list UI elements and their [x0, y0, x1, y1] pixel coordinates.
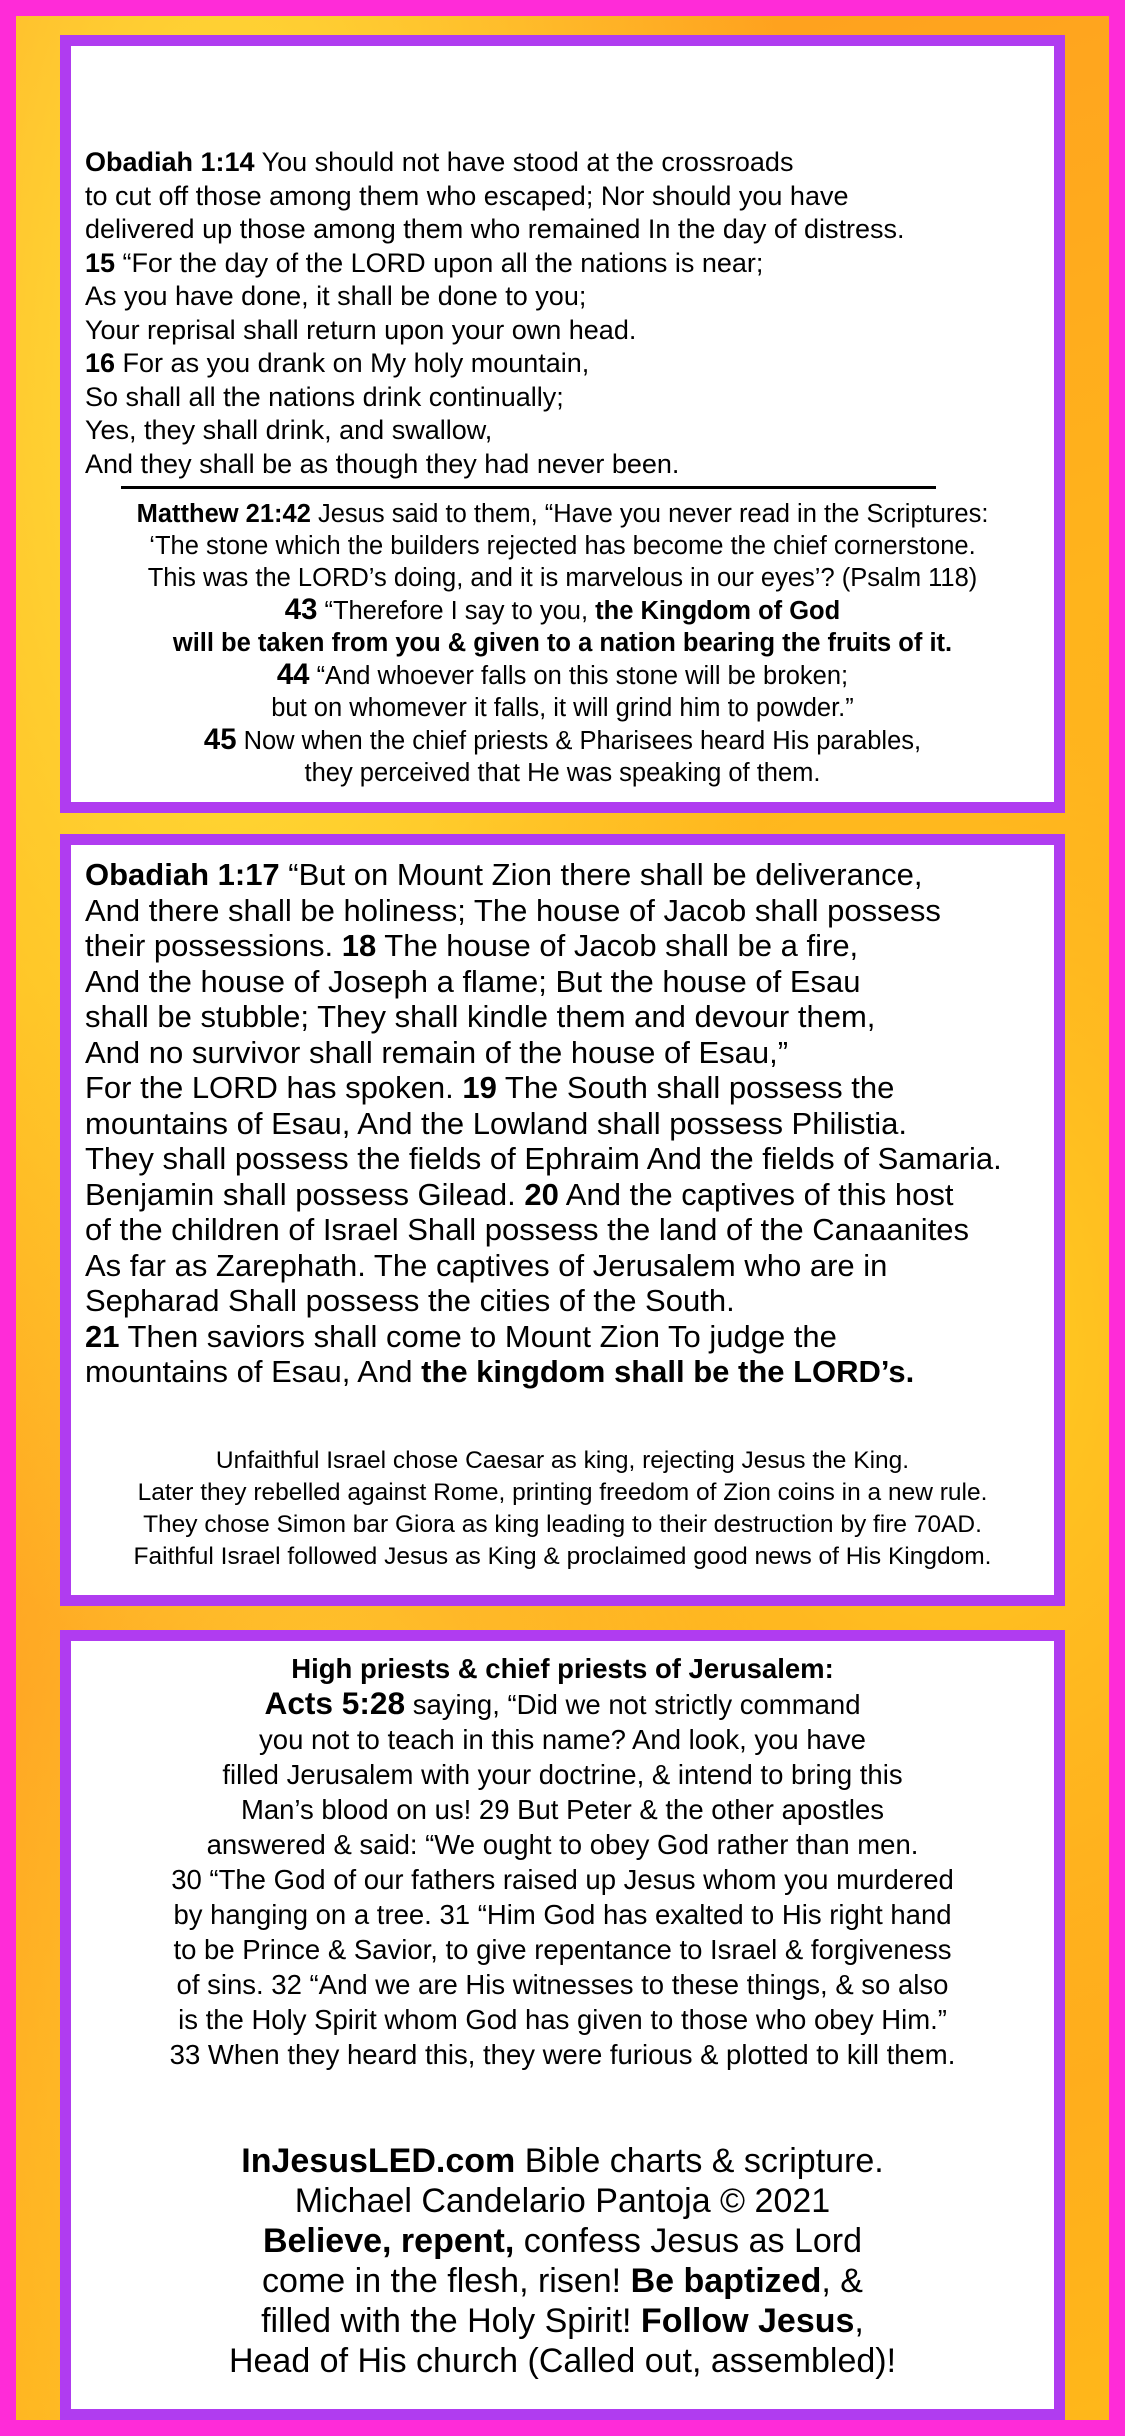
verse-text: Now when the chief priests & Pharisees heard His parables,	[236, 727, 922, 755]
panel-acts-footer	[60, 1630, 1065, 2420]
verse-text: delivered up those among them who remained In the day of distress.	[85, 214, 905, 244]
verse-text: And the house of Joseph a flame; But the house of Esau	[85, 963, 861, 999]
verse-text: Then saviors shall come to Mount Zion To judge the	[119, 1318, 837, 1354]
verse-text: Sepharad Shall possess the cities of the South.	[85, 1283, 735, 1318]
verse-number: 44	[276, 658, 310, 691]
panel-obadiah-matthew	[60, 35, 1065, 813]
verse-number: 16	[85, 348, 116, 378]
verse-text: is the Holy Spirit whom God has given to those who obey Him.”	[178, 2004, 947, 2035]
verse-number: 21	[85, 1318, 120, 1354]
footer-text: Head of His church (Called out, assembled)!	[228, 2342, 897, 2380]
verse-text: And there shall be holiness; The house of Jacob shall possess	[85, 892, 941, 928]
verse-text: “For the day of the LORD upon all the nations is near;	[115, 247, 764, 278]
verse-ref: Obadiah 1:14	[85, 147, 255, 177]
verse-text: 30 “The God of our fathers raised up Jesus whom you murdered	[171, 1864, 954, 1895]
verse-text: to be Prince & Savior, to give repentance to Israel & forgiveness	[173, 1934, 952, 1965]
tagline: Bible charts & scripture.	[515, 2142, 884, 2180]
verse-number: 43	[284, 593, 318, 626]
verse-text: saying, “Did we not strictly command	[405, 1689, 861, 1720]
verse-ref: Matthew 21:42	[136, 500, 311, 528]
verse-number: 15	[85, 247, 116, 278]
verse-text: you not to teach in this name? And look, you have	[259, 1724, 866, 1755]
verse-text: Yes, they shall drink, and swallow,	[85, 415, 493, 445]
verse-text: by hanging on a tree. 31 “Him God has exalted to His right hand	[173, 1899, 952, 1930]
footer-text: ,	[854, 2302, 864, 2340]
footer-text: filled with the Holy Spirit!	[261, 2302, 641, 2340]
verse-text: As far as Zarephath. The captives of Jerusalem who are in	[85, 1247, 888, 1283]
panel-obadiah-17-21	[60, 834, 1065, 1606]
verse-text: And no survivor shall remain of the house of Esau,”	[85, 1034, 789, 1070]
verse-text: And the captives of this host	[558, 1176, 954, 1212]
verse-text: “And whoever falls on this stone will be broken;	[309, 662, 849, 690]
verse-text: but on whomever it falls, it will grind him to powder.”	[271, 694, 854, 722]
footer-text: come in the flesh, risen!	[262, 2262, 631, 2300]
verse-text: They shall possess the fields of Ephraim And the fields of Samaria.	[85, 1141, 1002, 1176]
commentary-line: Faithful Israel followed Jesus as King & proclaimed good news of His Kingdom.	[133, 1543, 992, 1570]
copyright: Michael Candelario Pantoja © 2021	[294, 2182, 831, 2220]
verse-text-emphasis: will be taken from you & given to a nation bearing the fruits of it.	[172, 629, 953, 657]
divider-line	[121, 486, 936, 489]
footer-text: confess Jesus as Lord	[514, 2222, 863, 2260]
verse-number: 45	[203, 723, 237, 756]
verse-text: Your reprisal shall return upon your own head.	[85, 314, 637, 345]
verse-text: As you have done, it shall be done to you;	[85, 281, 587, 311]
section-heading: High priests & chief priests of Jerusalem:	[291, 1653, 834, 1684]
verse-number: 19	[462, 1070, 497, 1105]
verse-number: 20	[524, 1176, 559, 1212]
verse-text: 33 When they heard this, they were furious & plotted to kill them.	[169, 2039, 956, 2070]
verse-text: And they shall be as though they had never been.	[85, 448, 680, 479]
verse-text: The house of Jacob shall be a fire,	[376, 928, 859, 963]
verse-number: 18	[341, 928, 377, 963]
commentary-block	[71, 1445, 1054, 1573]
verse-text: “Therefore I say to you,	[317, 597, 596, 625]
footer-text: , &	[821, 2262, 863, 2300]
obadiah-14-16-passage	[85, 146, 904, 481]
verse-ref: Obadiah 1:17	[85, 857, 280, 892]
site-name: InJesusLED.com	[241, 2142, 516, 2180]
verse-text: For as you drank on My holy mountain,	[115, 348, 590, 378]
obadiah-17-21-passage	[85, 857, 1002, 1390]
verse-text: to cut off those among them who escaped; Nor should you have	[85, 180, 849, 211]
verse-text: Benjamin shall possess Gilead.	[85, 1176, 525, 1212]
footer-emphasis: Be baptized	[630, 2262, 822, 2300]
verse-text: their possessions.	[85, 928, 342, 963]
verse-text-emphasis: the kingdom shall be the LORD’s.	[421, 1354, 915, 1389]
verse-text: filled Jerusalem with your doctrine, & intend to bring this	[222, 1759, 903, 1790]
verse-text: The South shall possess the	[496, 1070, 895, 1105]
footer-block	[71, 2141, 1054, 2381]
commentary-line: Later they rebelled against Rome, printing freedom of Zion coins in a new rule.	[137, 1479, 988, 1506]
verse-text: of the children of Israel Shall possess the land of the Canaanites	[85, 1212, 970, 1247]
verse-text: of sins. 32 “And we are His witnesses to these things, & so also	[176, 1969, 949, 2000]
verse-text: mountains of Esau, And	[85, 1354, 422, 1389]
verse-text: mountains of Esau, And the Lowland shall possess Philistia.	[85, 1105, 907, 1141]
verse-text: This was the LORD’s doing, and it is marvelous in our eyes’? (Psalm 118)	[147, 564, 978, 592]
acts-5-passage	[71, 1651, 1054, 2072]
verse-text: You should not have stood at the crossroads	[254, 147, 794, 177]
verse-text: ‘The stone which the builders rejected has become the chief cornerstone.	[149, 532, 976, 560]
verse-text: “But on Mount Zion there shall be deliverance,	[279, 857, 923, 892]
verse-ref: Acts 5:28	[264, 1685, 406, 1721]
matthew-21-passage	[71, 498, 1054, 789]
verse-text: answered & said: “We ought to obey God rather than men.	[206, 1829, 919, 1860]
commentary-line: Unfaithful Israel chose Caesar as king, rejecting Jesus the King.	[215, 1447, 910, 1474]
verse-text: they perceived that He was speaking of them.	[304, 759, 821, 787]
verse-text: So shall all the nations drink continually;	[85, 381, 564, 412]
verse-text: For the LORD has spoken.	[85, 1070, 463, 1105]
footer-emphasis: Follow Jesus	[640, 2302, 855, 2340]
footer-emphasis: Believe, repent,	[262, 2222, 515, 2260]
verse-text-emphasis: the Kingdom of God	[595, 597, 841, 625]
verse-text: shall be stubble; They shall kindle them and devour them,	[85, 999, 876, 1034]
verse-text: Jesus said to them, “Have you never read in the Scriptures:	[310, 500, 989, 528]
verse-text: Man’s blood on us! 29 But Peter & the other apostles	[240, 1794, 885, 1825]
commentary-line: They chose Simon bar Giora as king leading to their destruction by fire 70AD.	[143, 1511, 982, 1538]
